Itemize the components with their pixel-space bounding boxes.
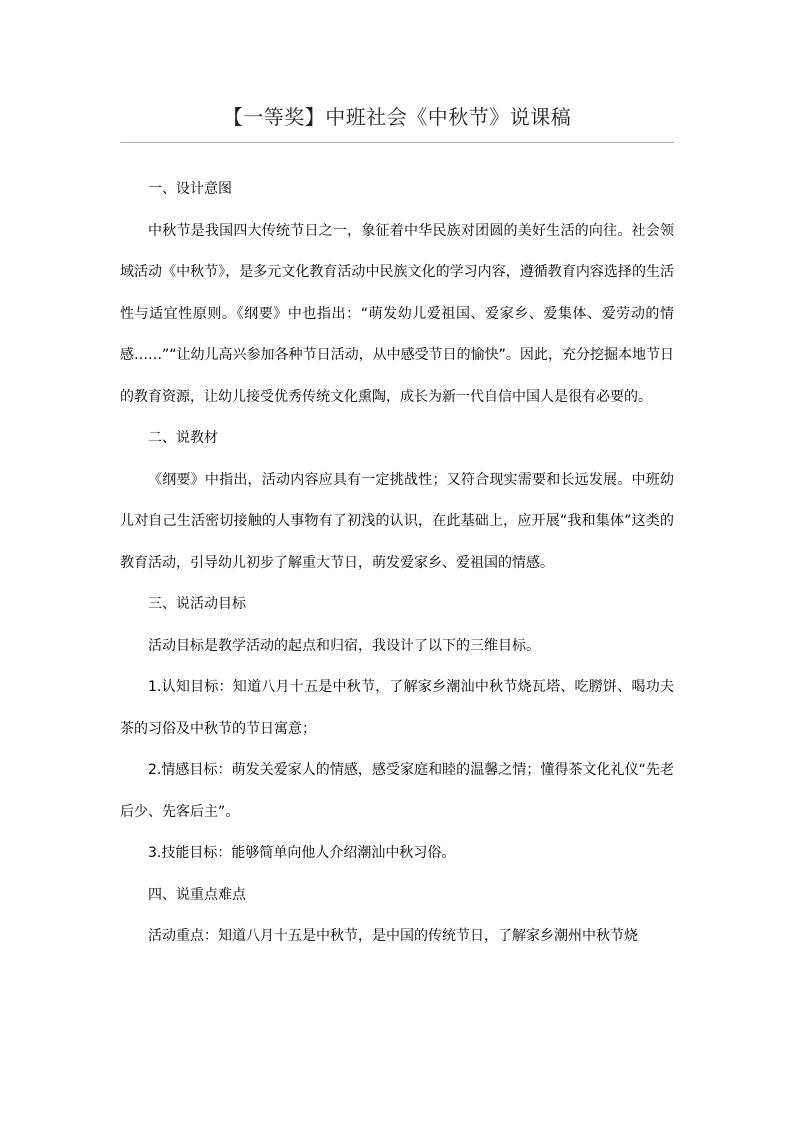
paragraph-design-intent: 中秋节是我国四大传统节日之一，象征着中华民族对团圆的美好生活的向往。社会领域活动《中秋节》，是多元文化教育活动中民族文化的学习内容，遵循教育内容选择的生活性与适宜性原则。《纲要》中也指出：“萌发幼儿爱祖国、爱家乡、爱集体、爱劳动的情感……”“让幼儿高兴参加各种节日活动，从中感受节日的愉快”。因此，充分挖掘本地节日的教育资源，让幼儿接受优秀传统文化熏陶，成长为新一代自信中国人是很有必要的。 <box>120 222 674 405</box>
section-heading-key-points: 四、说重点难点 <box>148 886 246 903</box>
document-body <box>120 169 674 958</box>
section-heading-design-intent: 一、设计意图 <box>148 181 232 197</box>
section-heading-teaching-material: 二、说教材 <box>148 430 218 446</box>
goal-cognitive: 1.认知目标：知道八月十五是中秋节，了解家乡潮汕中秋节烧瓦塔、吃朥饼、喝功夫茶的习俗及中秋节的节日寓意； <box>120 679 674 737</box>
paragraph-goals-intro: 活动目标是教学活动的起点和归宿，我设计了以下的三维目标。 <box>148 637 540 654</box>
paragraph-key-points: 活动重点：知道八月十五是中秋节，是中国的传统节日，了解家乡潮州中秋节烧 <box>148 928 638 944</box>
title-divider <box>120 142 674 143</box>
page-title: 【一等奖】中班社会《中秋节》说课稿 <box>222 105 572 129</box>
goal-emotional: 2.情感目标：萌发关爱家人的情感，感受家庭和睦的温馨之情；懂得茶文化礼仪“先老后少、先客后主”。 <box>120 762 674 820</box>
goal-skill: 3.技能目标：能够简单向他人介绍潮汕中秋习俗。 <box>148 845 456 861</box>
section-heading-activity-goals: 三、说活动目标 <box>148 596 246 612</box>
paragraph-teaching-material: 《纲要》中指出，活动内容应具有一定挑战性；又符合现实需要和长远发展。中班幼儿对自己生活密切接触的人事物有了初浅的认识，在此基础上，应开展“我和集体”这类的教育活动，引导幼儿初步了解重大节日，萌发爱家乡、爱祖国的情感。 <box>120 471 674 571</box>
